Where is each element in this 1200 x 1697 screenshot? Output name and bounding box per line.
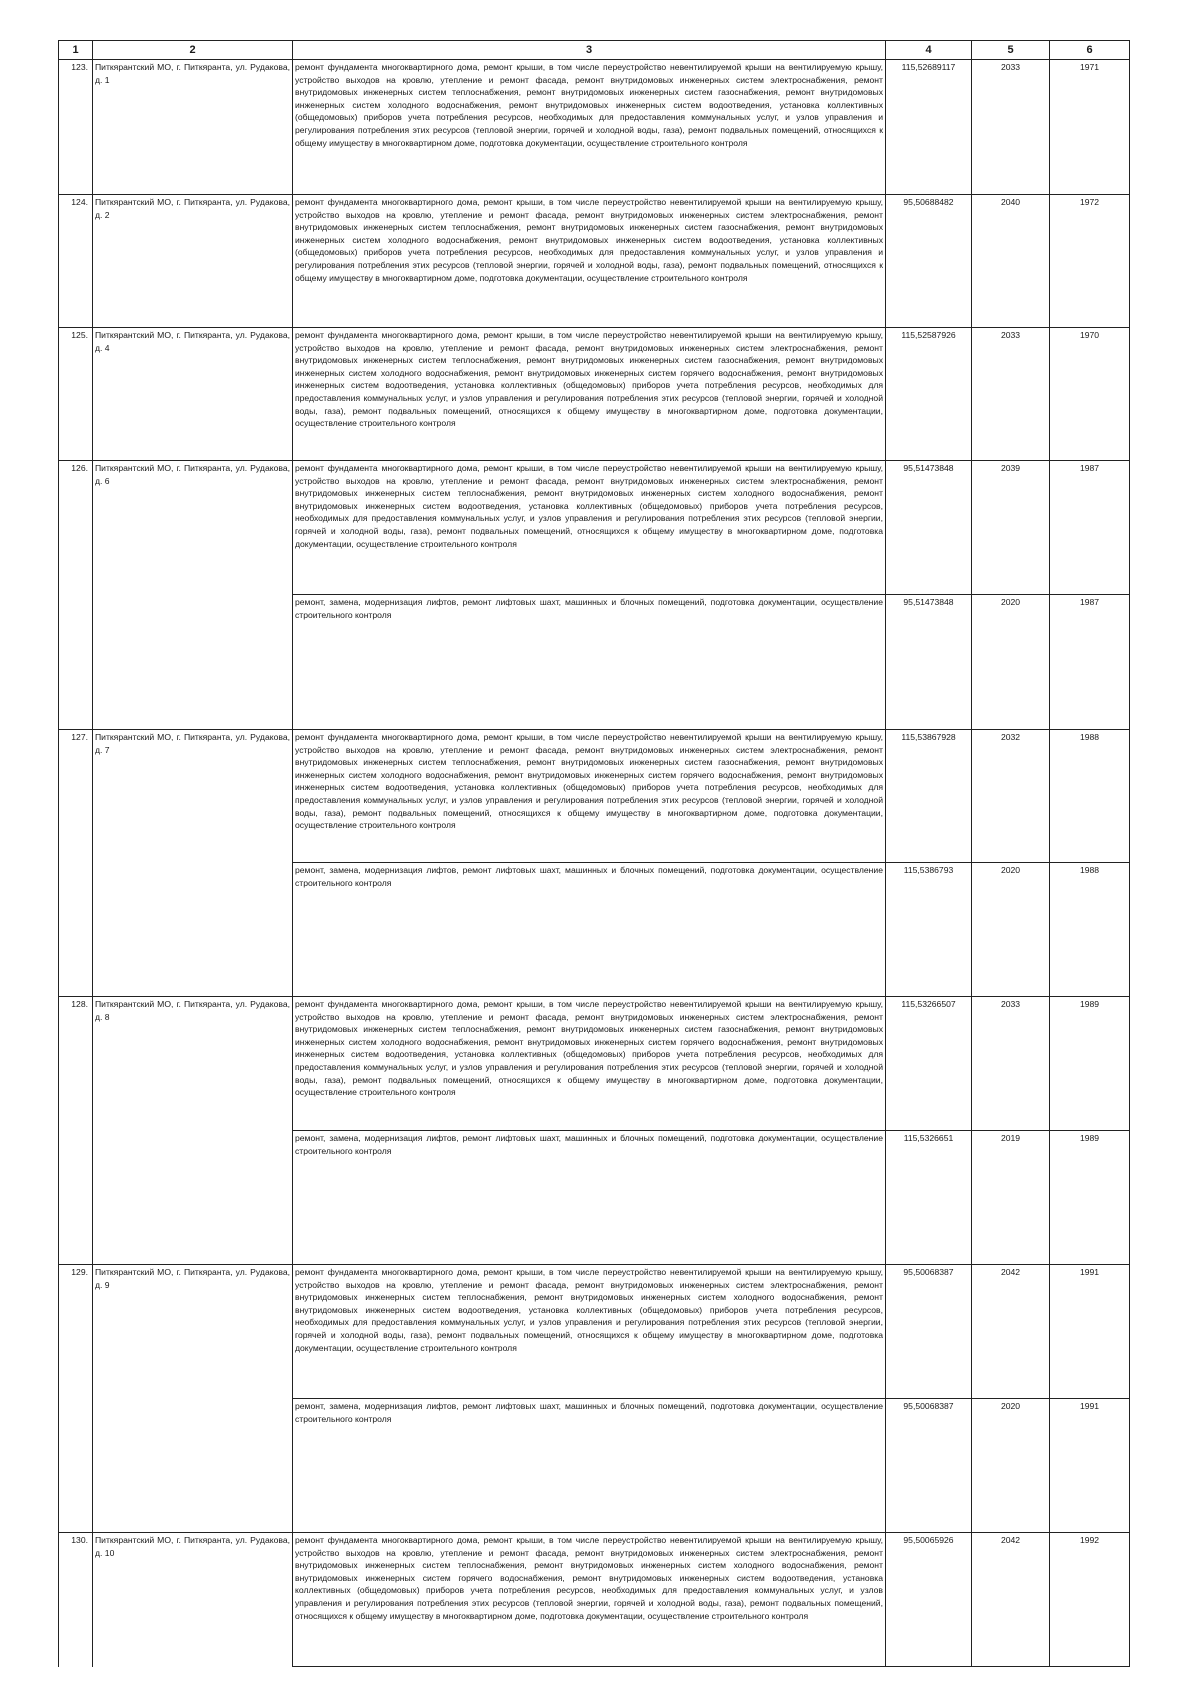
table-row — [59, 997, 1130, 1131]
address-cell: Питкярантский МО, г. Питкяранта, ул. Рудакова, д. 6 — [93, 461, 293, 730]
build-year: 1992 — [1050, 1533, 1130, 1667]
column-header: 2 — [93, 41, 293, 60]
repair-year: 2020 — [972, 863, 1050, 997]
area-value: 95,50065926 — [886, 1533, 972, 1667]
area-value: 95,50068387 — [886, 1399, 972, 1533]
build-year: 1989 — [1050, 997, 1130, 1131]
build-year: 1988 — [1050, 863, 1130, 997]
area-value: 115,53867928 — [886, 730, 972, 863]
column-header: 3 — [293, 41, 886, 60]
address-cell: Питкярантский МО, г. Питкяранта, ул. Рудакова, д. 1 — [93, 60, 293, 195]
column-header: 1 — [59, 41, 93, 60]
build-year: 1972 — [1050, 195, 1130, 328]
work-description: ремонт фундамента многоквартирного дома, ремонт крыши, в том числе переустройство невентилируемой крыши на вентилируемую крышу, устройство выходов на кровлю, утепление и ремонт фасада, ремонт внутридомовых инженерных систем электроснабжения, ремонт внутридомовых инженерных систем теплоснабжения, ремонт внутридомовых инженерных систем газоснабжения, ремонт внутридомовых инженерных систем холодного водоснабжения, ремонт внутридомовых инженерных систем горячего водоснабжения, ремонт внутридомовых инженерных систем водоотведения, установка коллективных (общедомовых) приборов учета потребления ресурсов, необходимых для предоставления коммунальных услуг, и узлов управления и регулирования потребления этих ресурсов (тепловой энергии, горячей и холодной воды, газа), ремонт подвальных помещений, относящихся к общему имуществу в многоквартирном доме, подготовка документации, осуществление строительного контроля — [293, 997, 886, 1131]
repair-year: 2033 — [972, 997, 1050, 1131]
table-row — [59, 1265, 1130, 1399]
repair-year: 2020 — [972, 595, 1050, 730]
area-value: 95,51473848 — [886, 595, 972, 730]
work-description: ремонт, замена, модернизация лифтов, ремонт лифтовых шахт, машинных и блочных помещений, подготовка документации, осуществление строительного контроля — [293, 863, 886, 997]
work-description: ремонт, замена, модернизация лифтов, ремонт лифтовых шахт, машинных и блочных помещений, подготовка документации, осуществление строительного контроля — [293, 595, 886, 730]
area-value: 115,5326651 — [886, 1131, 972, 1265]
area-value: 115,52587926 — [886, 328, 972, 461]
repair-year: 2033 — [972, 60, 1050, 195]
repair-year: 2019 — [972, 1131, 1050, 1265]
build-year: 1989 — [1050, 1131, 1130, 1265]
repair-year: 2040 — [972, 195, 1050, 328]
work-description: ремонт фундамента многоквартирного дома, ремонт крыши, в том числе переустройство невентилируемой крыши на вентилируемую крышу, устройство выходов на кровлю, утепление и ремонт фасада, ремонт внутридомовых инженерных систем электроснабжения, ремонт внутридомовых инженерных систем теплоснабжения, ремонт внутридомовых инженерных систем газоснабжения, ремонт внутридомовых инженерных систем холодного водоснабжения, ремонт внутридомовых инженерных систем горячего водоснабжения, ремонт внутридомовых инженерных систем водоотведения, установка коллективных (общедомовых) приборов учета потребления ресурсов, необходимых для предоставления коммунальных услуг, и узлов управления и регулирования потребления этих ресурсов (тепловой энергии, горячей и холодной воды, газа), ремонт подвальных помещений, относящихся к общему имуществу в многоквартирном доме, подготовка документации, осуществление строительного контроля — [293, 328, 886, 461]
repair-year: 2042 — [972, 1265, 1050, 1399]
table-row — [59, 461, 1130, 595]
address-cell: Питкярантский МО, г. Питкяранта, ул. Рудакова, д. 8 — [93, 997, 293, 1265]
repair-year: 2032 — [972, 730, 1050, 863]
work-description: ремонт фундамента многоквартирного дома, ремонт крыши, в том числе переустройство невентилируемой крыши на вентилируемую крышу, устройство выходов на кровлю, утепление и ремонт фасада, ремонт внутридомовых инженерных систем электроснабжения, ремонт внутридомовых инженерных систем теплоснабжения, ремонт внутридомовых инженерных систем холодного водоснабжения, ремонт внутридомовых инженерных систем горячего водоснабжения, ремонт внутридомовых инженерных систем водоотведения, установка коллективных (общедомовых) приборов учета потребления ресурсов, необходимых для предоставления коммунальных услуг, и узлов управления и регулирования потребления этих ресурсов (тепловой энергии, горячей и холодной воды, газа), ремонт подвальных помещений, относящихся к общему имуществу в многоквартирном доме, подготовка документации, осуществление строительного контроля — [293, 1533, 886, 1667]
build-year: 1988 — [1050, 730, 1130, 863]
row-number: 125. — [59, 328, 93, 461]
build-year: 1991 — [1050, 1265, 1130, 1399]
area-value: 115,53266507 — [886, 997, 972, 1131]
address-cell: Питкярантский МО, г. Питкяранта, ул. Рудакова, д. 4 — [93, 328, 293, 461]
area-value: 115,5386793 — [886, 863, 972, 997]
repair-year: 2039 — [972, 461, 1050, 595]
work-description: ремонт, замена, модернизация лифтов, ремонт лифтовых шахт, машинных и блочных помещений, подготовка документации, осуществление строительного контроля — [293, 1399, 886, 1533]
address-cell: Питкярантский МО, г. Питкяранта, ул. Рудакова, д. 9 — [93, 1265, 293, 1533]
area-value: 115,52689117 — [886, 60, 972, 195]
build-year: 1971 — [1050, 60, 1130, 195]
table-row — [59, 1533, 1130, 1667]
row-number: 124. — [59, 195, 93, 328]
area-value: 95,51473848 — [886, 461, 972, 595]
build-year: 1991 — [1050, 1399, 1130, 1533]
work-description: ремонт фундамента многоквартирного дома, ремонт крыши, в том числе переустройство невентилируемой крыши на вентилируемую крышу, устройство выходов на кровлю, утепление и ремонт фасада, ремонт внутридомовых инженерных систем электроснабжения, ремонт внутридомовых инженерных систем теплоснабжения, ремонт внутридомовых инженерных систем газоснабжения, ремонт внутридомовых инженерных систем холодного водоснабжения, ремонт внутридомовых инженерных систем горячего водоснабжения, ремонт внутридомовых инженерных систем водоотведения, установка коллективных (общедомовых) приборов учета потребления ресурсов, необходимых для предоставления коммунальных услуг, и узлов управления и регулирования потребления этих ресурсов (тепловой энергии, горячей и холодной воды, газа), ремонт подвальных помещений, относящихся к общему имуществу в многоквартирном доме, подготовка документации, осуществление строительного контроля — [293, 730, 886, 863]
build-year: 1987 — [1050, 595, 1130, 730]
build-year: 1987 — [1050, 461, 1130, 595]
column-header: 6 — [1050, 41, 1130, 60]
column-header: 5 — [972, 41, 1050, 60]
repair-year: 2042 — [972, 1533, 1050, 1667]
table-row — [59, 328, 1130, 461]
row-number: 130. — [59, 1533, 93, 1667]
build-year: 1970 — [1050, 328, 1130, 461]
repair-year: 2033 — [972, 328, 1050, 461]
table-row — [59, 195, 1130, 328]
work-description: ремонт фундамента многоквартирного дома, ремонт крыши, в том числе переустройство невентилируемой крыши на вентилируемую крышу, устройство выходов на кровлю, утепление и ремонт фасада, ремонт внутридомовых инженерных систем электроснабжения, ремонт внутридомовых инженерных систем теплоснабжения, ремонт внутридомовых инженерных систем холодного водоснабжения, ремонт внутридомовых инженерных систем водоотведения, установка коллективных (общедомовых) приборов учета потребления ресурсов, необходимых для предоставления коммунальных услуг, и узлов управления и регулирования потребления этих ресурсов (тепловой энергии, горячей и холодной воды, газа), ремонт подвальных помещений, относящихся к общему имуществу в многоквартирном доме, подготовка документации, осуществление строительного контроля — [293, 1265, 886, 1399]
address-cell: Питкярантский МО, г. Питкяранта, ул. Рудакова, д. 7 — [93, 730, 293, 997]
work-description: ремонт фундамента многоквартирного дома, ремонт крыши, в том числе переустройство невентилируемой крыши на вентилируемую крышу, устройство выходов на кровлю, утепление и ремонт фасада, ремонт внутридомовых инженерных систем электроснабжения, ремонт внутридомовых инженерных систем теплоснабжения, ремонт внутридомовых инженерных систем газоснабжения, ремонт внутридомовых инженерных систем холодного водоснабжения, ремонт внутридомовых инженерных систем водоотведения, установка коллективных (общедомовых) приборов учета потребления ресурсов, необходимых для предоставления коммунальных услуг, и узлов управления и регулирования потребления этих ресурсов (тепловой энергии, горячей и холодной воды, газа), ремонт подвальных помещений, относящихся к общему имуществу в многоквартирном доме, подготовка документации, осуществление строительного контроля — [293, 60, 886, 195]
row-number: 127. — [59, 730, 93, 997]
row-number: 126. — [59, 461, 93, 730]
table-row — [59, 60, 1130, 195]
capital-repair-table — [58, 40, 1130, 1667]
area-value: 95,50068387 — [886, 1265, 972, 1399]
table-row — [59, 730, 1130, 863]
area-value: 95,50688482 — [886, 195, 972, 328]
row-number: 128. — [59, 997, 93, 1265]
header-row — [59, 41, 1130, 60]
work-description: ремонт, замена, модернизация лифтов, ремонт лифтовых шахт, машинных и блочных помещений, подготовка документации, осуществление строительного контроля — [293, 1131, 886, 1265]
work-description: ремонт фундамента многоквартирного дома, ремонт крыши, в том числе переустройство невентилируемой крыши на вентилируемую крышу, устройство выходов на кровлю, утепление и ремонт фасада, ремонт внутридомовых инженерных систем электроснабжения, ремонт внутридомовых инженерных систем теплоснабжения, ремонт внутридомовых инженерных систем холодного водоснабжения, ремонт внутридомовых инженерных систем водоотведения, установка коллективных (общедомовых) приборов учета потребления ресурсов, необходимых для предоставления коммунальных услуг, и узлов управления и регулирования потребления этих ресурсов (тепловой энергии, горячей и холодной воды, газа), ремонт подвальных помещений, относящихся к общему имуществу в многоквартирном доме, подготовка документации, осуществление строительного контроля — [293, 461, 886, 595]
document-page — [58, 40, 1129, 1667]
work-description: ремонт фундамента многоквартирного дома, ремонт крыши, в том числе переустройство невентилируемой крыши на вентилируемую крышу, устройство выходов на кровлю, утепление и ремонт фасада, ремонт внутридомовых инженерных систем электроснабжения, ремонт внутридомовых инженерных систем теплоснабжения, ремонт внутридомовых инженерных систем газоснабжения, ремонт внутридомовых инженерных систем холодного водоснабжения, ремонт внутридомовых инженерных систем водоотведения, установка коллективных (общедомовых) приборов учета потребления ресурсов, необходимых для предоставления коммунальных услуг, и узлов управления и регулирования потребления этих ресурсов (тепловой энергии, горячей и холодной воды, газа), ремонт подвальных помещений, относящихся к общему имуществу в многоквартирном доме, подготовка документации, осуществление строительного контроля — [293, 195, 886, 328]
address-cell: Питкярантский МО, г. Питкяранта, ул. Рудакова, д. 10 — [93, 1533, 293, 1667]
row-number: 123. — [59, 60, 93, 195]
row-number: 129. — [59, 1265, 93, 1533]
column-header: 4 — [886, 41, 972, 60]
repair-year: 2020 — [972, 1399, 1050, 1533]
address-cell: Питкярантский МО, г. Питкяранта, ул. Рудакова, д. 2 — [93, 195, 293, 328]
